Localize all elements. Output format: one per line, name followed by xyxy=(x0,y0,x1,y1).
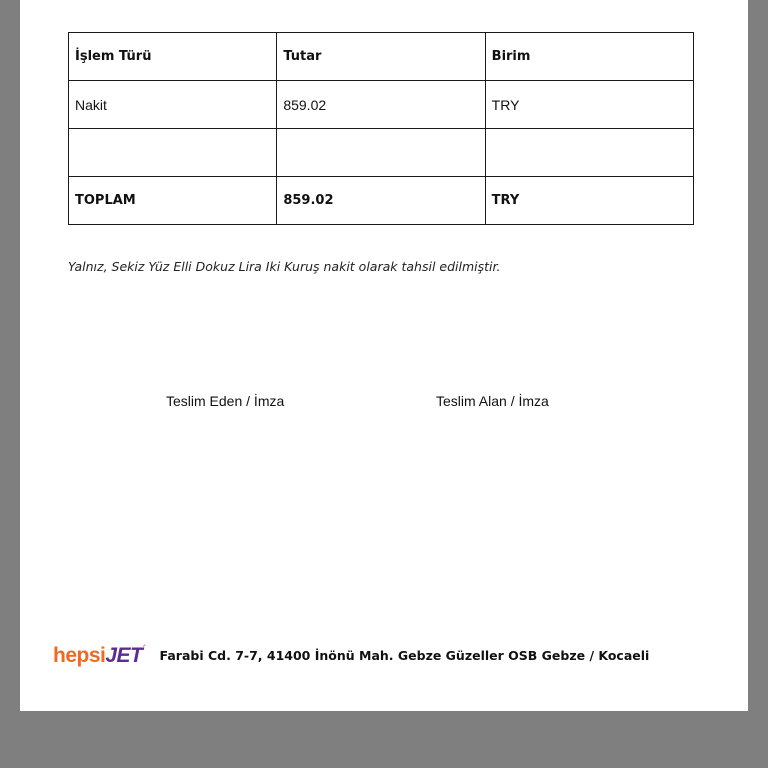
hepsijet-logo: hepsiJET´ xyxy=(53,644,146,667)
amount-in-words-note: Yalnız, Sekiz Yüz Elli Dokuz Lira Iki Kuruş nakit olarak tahsil edilmiştir. xyxy=(68,259,501,274)
table-row xyxy=(69,81,694,129)
cell-currency xyxy=(485,129,693,177)
document-page xyxy=(20,0,748,711)
cell-amount xyxy=(277,129,485,177)
total-label: TOPLAM xyxy=(69,177,277,225)
transaction-table xyxy=(68,32,694,225)
cell-amount: 859.02 xyxy=(277,81,485,129)
cell-type xyxy=(69,129,277,177)
received-by-signature-label: Teslim Alan / İmza xyxy=(436,393,549,409)
table-header-row xyxy=(69,33,694,81)
cell-type: Nakit xyxy=(69,81,277,129)
delivered-by-signature-label: Teslim Eden / İmza xyxy=(166,393,285,409)
company-address: Farabi Cd. 7-7, 41400 İnönü Mah. Gebze Güzeller OSB Gebze / Kocaeli xyxy=(159,648,650,663)
table-row xyxy=(69,129,694,177)
footer xyxy=(53,645,649,666)
column-header-type: İşlem Türü xyxy=(69,33,277,81)
column-header-currency: Birim xyxy=(485,33,693,81)
total-row xyxy=(69,177,694,225)
cell-currency: TRY xyxy=(485,81,693,129)
column-header-amount: Tutar xyxy=(277,33,485,81)
total-amount: 859.02 xyxy=(277,177,485,225)
total-currency: TRY xyxy=(485,177,693,225)
